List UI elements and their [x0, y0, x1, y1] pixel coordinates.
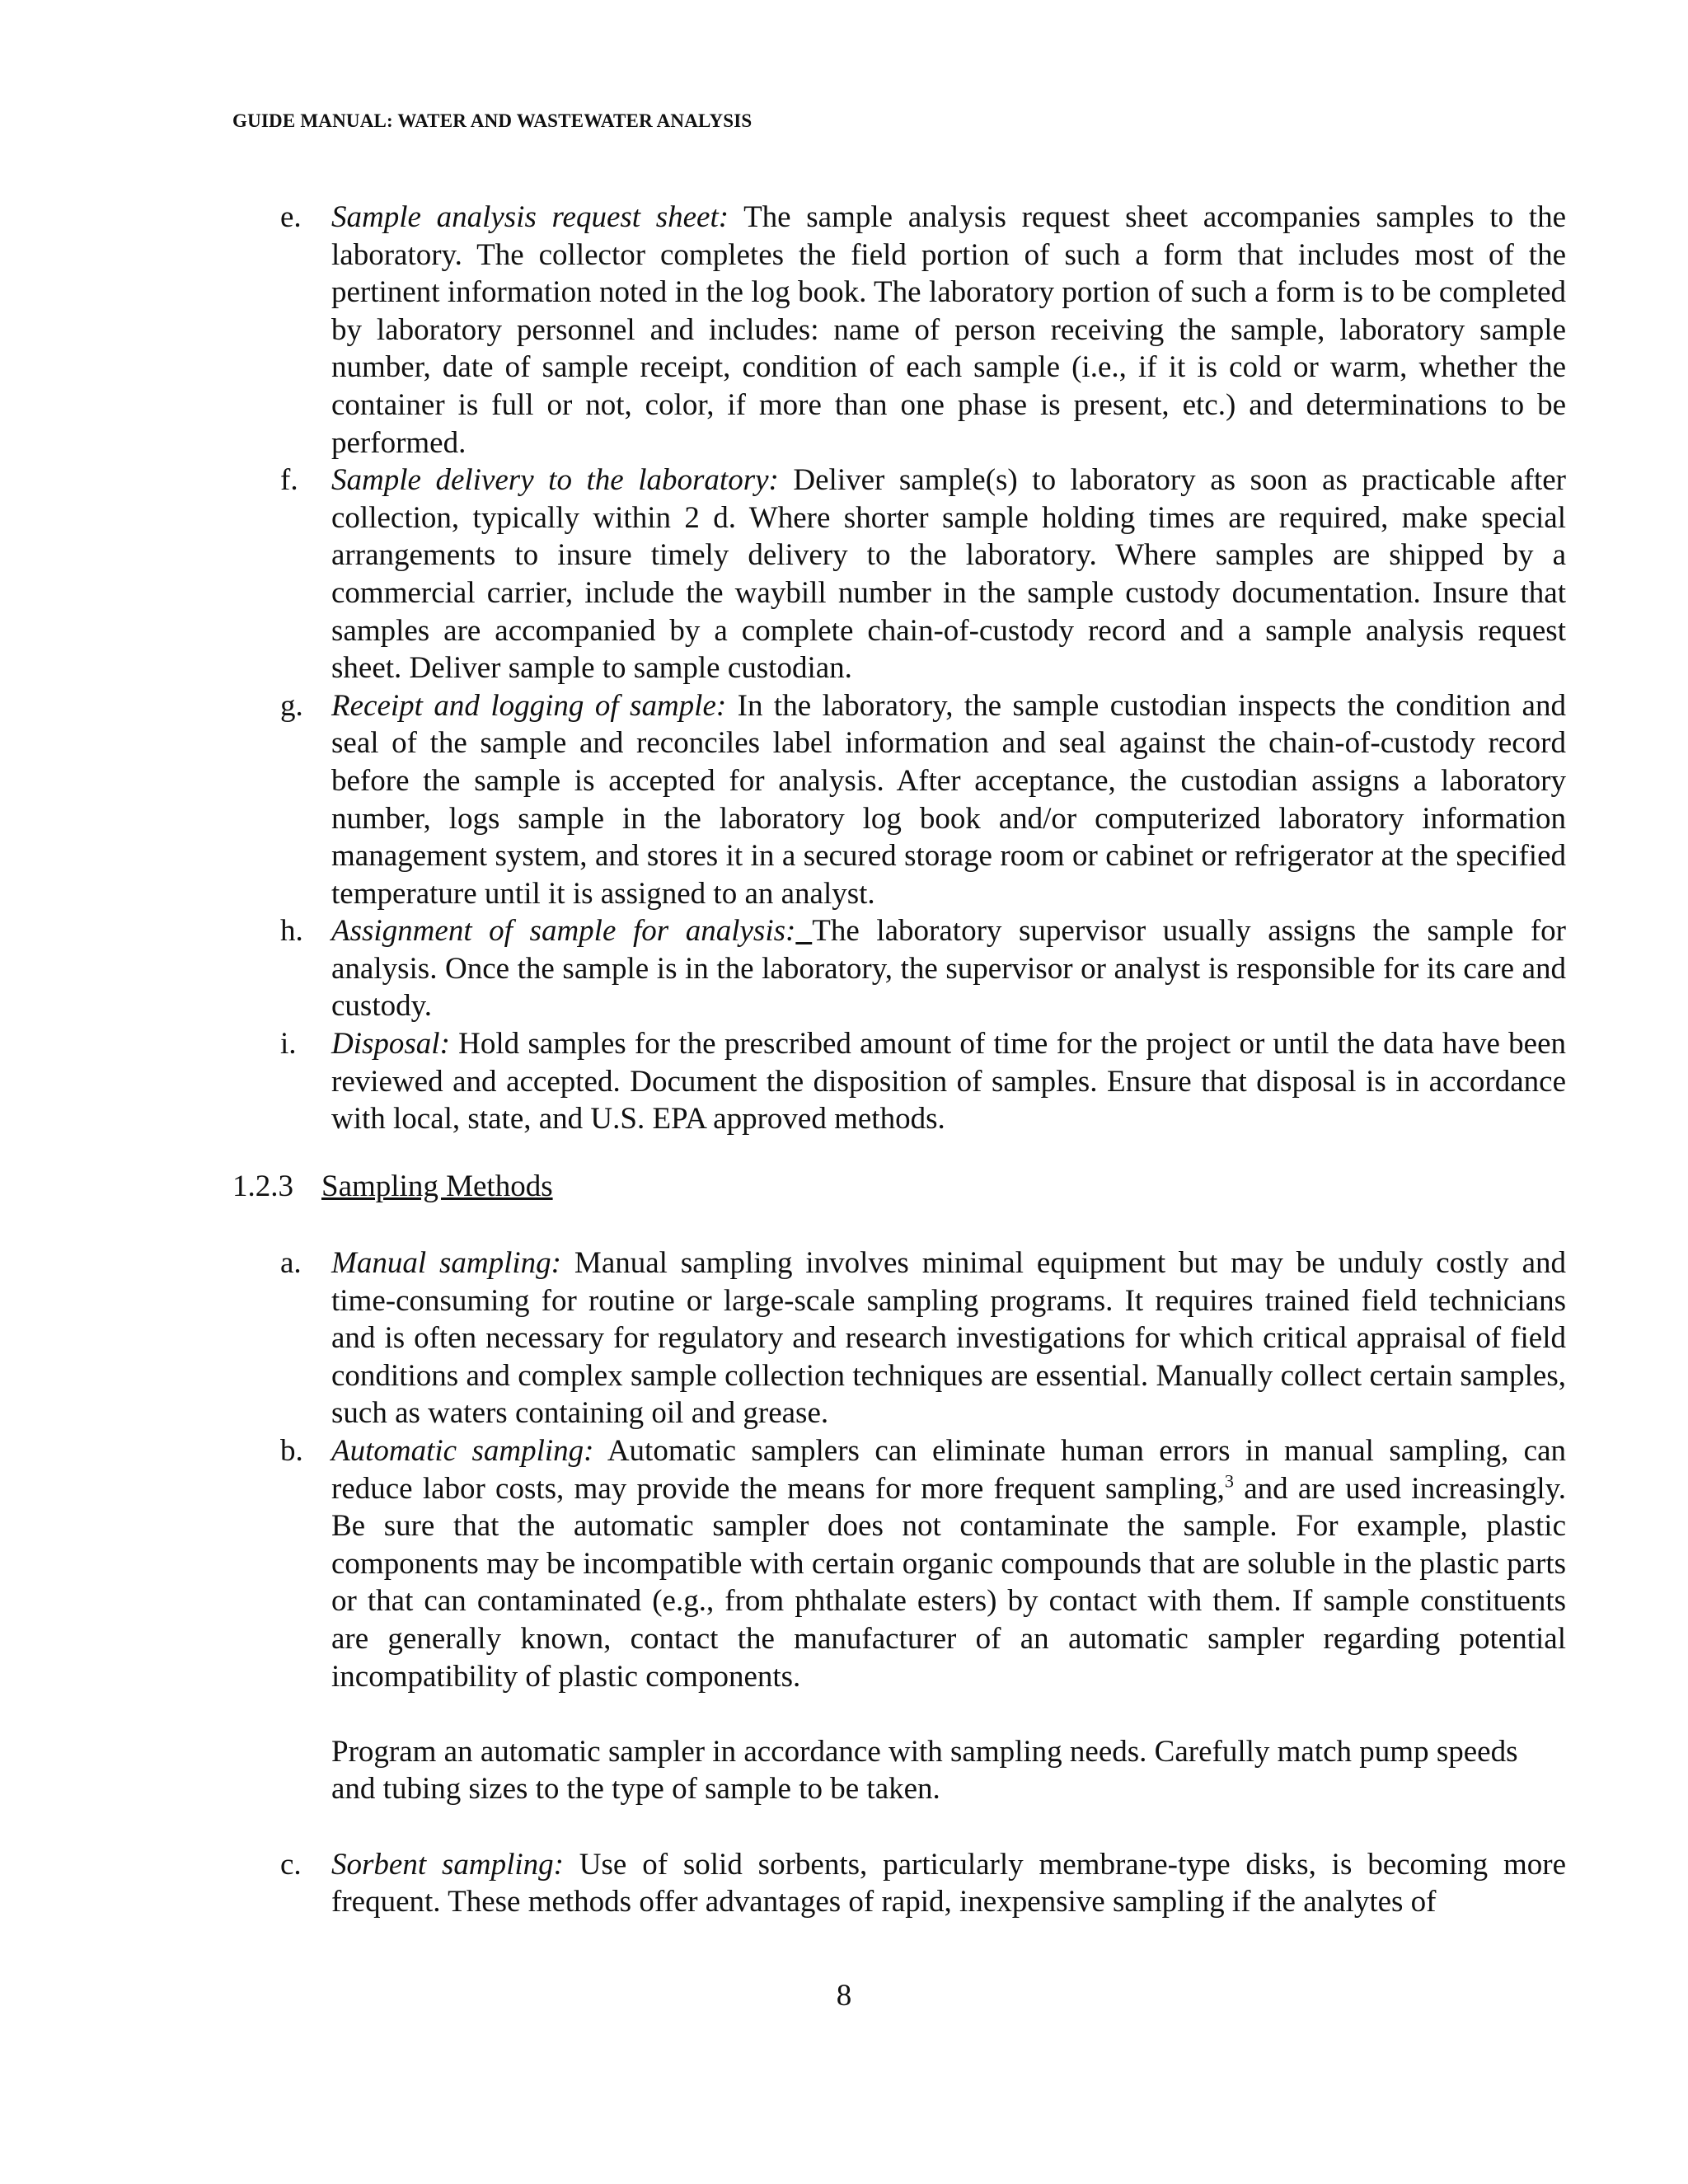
item-term: Sorbent sampling: — [331, 1847, 564, 1882]
sampling-methods-list — [232, 1244, 1566, 1921]
list-marker: c. — [280, 1847, 302, 1882]
item-term: Manual sampling: — [331, 1246, 562, 1280]
list-item-c — [232, 1846, 1566, 1921]
list-item-b — [232, 1432, 1566, 1695]
sample-handling-list — [232, 199, 1566, 1138]
item-text: The sample analysis request sheet accompanies samples to the laboratory. The collector completes the field portion of such a form that includes most of the pertinent information noted in the log book. The laboratory portion of such a form is to be completed by laboratory personnel and includes: name of person receiving the sample, laboratory sample number, date of sample receipt, condition of each sample (i.e., if it is cold or warm, whether the container is full or not, color, if more than one phase is present, etc.) and determinations to be performed. — [331, 200, 1566, 460]
underlined-space — [795, 914, 812, 948]
list-item-g — [232, 687, 1566, 913]
list-item-a — [232, 1244, 1566, 1432]
item-text: Use of solid sorbents, particularly membrane-type disks, is becoming more frequent. These methods offer advantages of rapid, inexpensive sampling if the analytes of — [331, 1847, 1566, 1919]
item-term: Disposal: — [331, 1027, 450, 1062]
page-number: 8 — [836, 1979, 852, 2013]
list-marker: i. — [280, 1027, 297, 1062]
item-term: Sample analysis request sheet: — [331, 200, 729, 234]
item-text: Manual sampling involves minimal equipment but may be unduly costly and time-consuming for routine or large-scale sampling programs. It requires trained field technicians and is often necessary for regulatory and research investigations for which critical appraisal of field conditions and complex sample collection techniques are essential. Manually collect certain samples, such as waters containing oil and grease. — [331, 1246, 1566, 1431]
item-text: Hold samples for the prescribed amount of time for the project or until the data have been reviewed and accepted. Document the disposition of samples. Ensure that disposal is in accordance with local, state, and U.S. EPA approved methods. — [331, 1027, 1566, 1137]
list-item-h — [232, 912, 1566, 1025]
section-number: 1.2.3 — [232, 1169, 293, 1203]
item-text: Automatic samplers can eliminate human errors in manual sampling, can reduce labor costs, may provide the means for more frequent sampling, — [331, 1433, 1566, 1506]
section-title: Sampling Methods — [321, 1169, 553, 1203]
item-term: Sample delivery to the laboratory: — [331, 463, 779, 498]
list-marker: g. — [280, 688, 303, 723]
item-term: Automatic sampling: — [331, 1433, 594, 1468]
list-item-e — [232, 199, 1566, 462]
section-heading — [232, 1169, 553, 1204]
list-marker: h. — [280, 914, 303, 949]
footnote-reference: 3 — [1224, 1470, 1234, 1492]
item-term: Receipt and logging of sample: — [331, 688, 727, 723]
list-item-i — [232, 1025, 1566, 1138]
running-header: GUIDE MANUAL: WATER AND WASTEWATER ANALYSIS — [232, 110, 753, 131]
list-item-f — [232, 462, 1566, 687]
item-text: Deliver sample(s) to laboratory as soon as practicable after collection, typically within 2 d. Where shorter sample holding times are required, make special arrangements to insure timely delivery to the laboratory. Where samples are shipped by a commercial carrier, include the waybill number in the sample custody documentation. Insure that samples are accompanied by a complete chain-of-custody record and a sample analysis request sheet. Deliver sample to sample custodian. — [331, 463, 1567, 686]
list-marker: b. — [280, 1433, 303, 1468]
item-text: In the laboratory, the sample custodian inspects the condition and seal of the sample and reconciles label information and seal against the chain-of-custody record before the sample is accepted for analysis. After acceptance, the custodian assigns a laboratory number, logs sample in the laboratory log book and/or computerized laboratory information management system, and stores it in a secured storage room or cabinet or refrigerator at the specified temperature until it is assigned to an analyst. — [331, 688, 1566, 911]
item-text: and are used increasingly. Be sure that the automatic sampler does not contaminate the sample. For example, plastic components may be incompatible with certain organic compounds that are soluble in the plastic parts or that can contaminated (e.g., from phthalate esters) by contact with them. If sample constituents are generally known, contact the manufacturer of an automatic sampler regarding potential incompatibility of plastic components. — [331, 1471, 1566, 1694]
automatic-sampler-paragraph: Program an automatic sampler in accordance with sampling needs. Carefully match pump speeds and tubing sizes to the type of sample to be taken. — [331, 1734, 1518, 1807]
item-term: Assignment of sample for analysis: — [331, 914, 796, 949]
list-marker: a. — [280, 1246, 302, 1280]
list-marker: f. — [280, 463, 298, 498]
item-text: The laboratory supervisor usually assigns the sample for analysis. Once the sample is in the laboratory, the supervisor or analyst is responsible for its care and custody. — [331, 914, 1566, 1024]
list-marker: e. — [280, 200, 302, 234]
